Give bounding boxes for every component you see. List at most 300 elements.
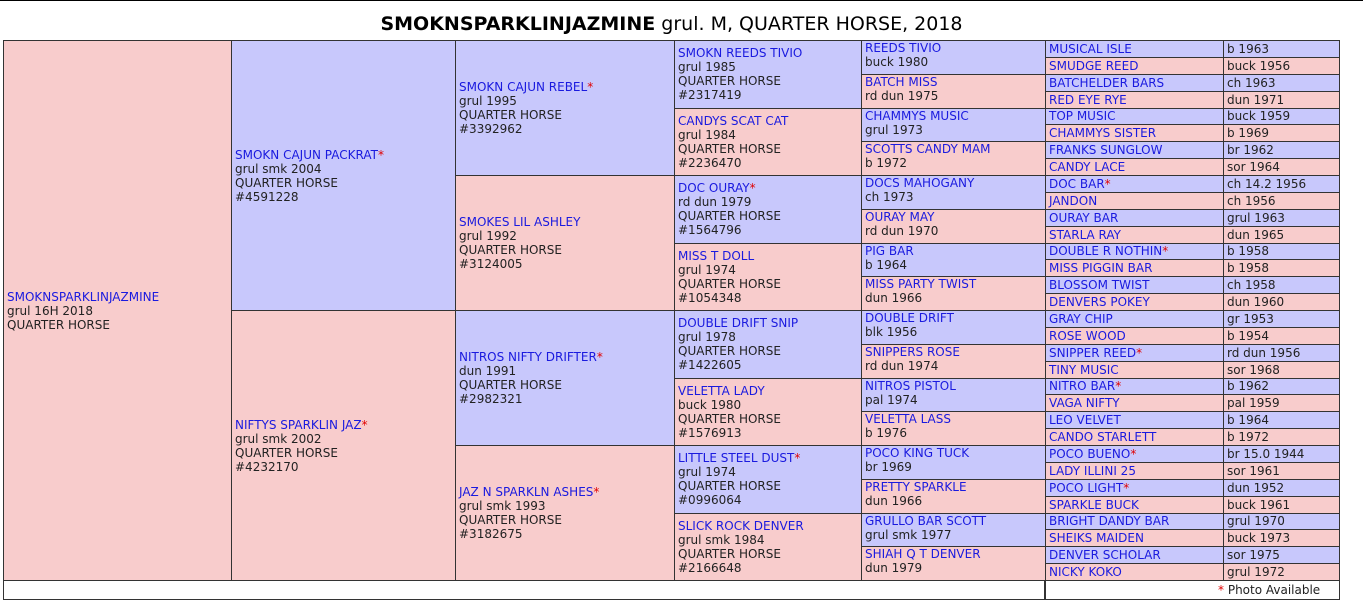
horse-name-link[interactable]: DOUBLE DRIFT	[865, 311, 954, 325]
photo-star: *	[1123, 480, 1130, 495]
photo-star: *	[794, 451, 801, 466]
gen5-info-cell	[1223, 226, 1340, 244]
horse-name-link[interactable]: JANDON	[1049, 193, 1098, 208]
gen5-info-cell	[1223, 546, 1340, 564]
horse-name-link[interactable]: NITROS PISTOL	[865, 378, 956, 393]
horse-line3: #1054348	[678, 290, 742, 305]
gen5-info-cell	[1223, 276, 1340, 294]
horse-info: dun 1965	[1227, 227, 1285, 242]
gen4-name-line	[865, 480, 1042, 494]
gen5-info-cell	[1223, 563, 1340, 581]
page-title	[0, 12, 1343, 36]
horse-name-link[interactable]: CHAMMYS SISTER	[1049, 126, 1157, 141]
horse-name-link[interactable]: SCOTTS CANDY MAM	[865, 142, 991, 157]
gen5-name-cell	[1045, 513, 1224, 531]
gen4-name-line	[865, 176, 1042, 190]
horse-info: ch 14.2 1956	[1227, 176, 1307, 191]
gen5-name-cell	[1045, 411, 1224, 429]
gen3-name-line	[678, 181, 858, 195]
gen1-cell-0	[231, 40, 456, 311]
horse-name-link[interactable]: MISS PARTY TWIST	[865, 277, 977, 292]
horse-line2: QUARTER HORSE	[678, 141, 781, 156]
horse-line1: buck 1980	[678, 397, 742, 412]
horse-line2: QUARTER HORSE	[678, 276, 781, 291]
gen4-name-line	[865, 412, 1042, 426]
gen4-cell-6	[861, 243, 1046, 278]
horse-info: br 15.0 1944	[1227, 446, 1305, 461]
legend-text: Photo Available	[1227, 583, 1321, 597]
gen4-name-line	[865, 514, 1042, 528]
horse-line1: grul smk 1977	[865, 527, 952, 542]
horse-line3: #2317419	[678, 88, 742, 103]
horse-name-link[interactable]: SMOKN CAJUN PACKRAT	[235, 147, 378, 162]
horse-line1: dun 1979	[865, 561, 923, 576]
gen4-cell-4	[861, 175, 1046, 210]
horse-info: dun 1971	[1227, 92, 1285, 107]
gen4-name-line	[865, 446, 1042, 460]
horse-name-link[interactable]: GRULLO BAR SCOTT	[865, 513, 987, 528]
horse-line1: grul 1978	[678, 330, 736, 345]
horse-line3: #3182675	[459, 527, 523, 541]
horse-name-link[interactable]: POCO KING TUCK	[865, 446, 970, 460]
horse-info: b 1958	[1227, 244, 1269, 259]
gen4-cell-11	[861, 411, 1046, 446]
gen4-cell-0	[861, 40, 1046, 75]
gen1-cell-1	[231, 310, 456, 581]
gen5-info-cell	[1223, 378, 1340, 396]
horse-info: ch 1958	[1227, 278, 1276, 293]
horse-info: b 1954	[1227, 328, 1269, 343]
horse-line1: grul 1984	[678, 127, 736, 142]
gen5-name-cell	[1045, 310, 1224, 328]
horse-name-link[interactable]: STARLA RAY	[1049, 227, 1122, 242]
horse-name-link[interactable]: CANDO STARLETT	[1049, 430, 1157, 445]
photo-star: *	[596, 350, 603, 364]
gen3-cell-4	[674, 310, 862, 379]
horse-info: buck 1961	[1227, 497, 1291, 512]
horse-line1: grul 16H 2018	[7, 303, 93, 318]
gen5-info-cell	[1223, 243, 1340, 261]
horse-name-link[interactable]: DOUBLE DRIFT SNIP	[678, 316, 799, 331]
gen3-cell-2	[674, 175, 862, 244]
horse-name-link[interactable]: MUSICAL ISLE	[1049, 41, 1132, 56]
horse-name-link[interactable]: DOCS MAHOGANY	[865, 176, 975, 190]
horse-line2: QUARTER HORSE	[678, 546, 781, 561]
gen2-cell-1	[455, 175, 675, 311]
horse-info: b 1963	[1227, 41, 1269, 56]
horse-line1: rd dun 1974	[865, 358, 939, 373]
horse-line1: grul smk 1984	[678, 532, 765, 547]
gen5-info-cell	[1223, 428, 1340, 446]
photo-star: *	[749, 181, 756, 196]
gen3-cell-7	[674, 513, 862, 582]
gen5-name-cell	[1045, 462, 1224, 480]
horse-name-link[interactable]: OURAY MAY	[865, 209, 935, 224]
gen2-name-line	[459, 215, 671, 229]
horse-line1: grul 1973	[865, 122, 923, 137]
horse-name-link[interactable]: BATCH MISS	[865, 74, 938, 89]
horse-line1: br 1969	[865, 460, 912, 474]
horse-info: b 1958	[1227, 261, 1269, 276]
photo-star: *	[1136, 345, 1143, 360]
horse-line3: #0996064	[678, 493, 742, 508]
horse-line2: QUARTER HORSE	[459, 108, 562, 122]
gen5-name-cell	[1045, 479, 1224, 497]
horse-info: buck 1956	[1227, 58, 1291, 73]
horse-line2: QUARTER HORSE	[459, 513, 562, 527]
gen5-name-cell	[1045, 563, 1224, 581]
gen5-name-cell	[1045, 546, 1224, 564]
horse-info: sor 1975	[1227, 548, 1280, 563]
horse-line2: QUARTER HORSE	[678, 209, 781, 224]
gen5-info-cell	[1223, 57, 1340, 75]
gen5-name-cell	[1045, 175, 1224, 193]
gen4-cell-9	[861, 344, 1046, 379]
gen5-info-cell	[1223, 259, 1340, 277]
horse-line1: dun 1966	[865, 291, 923, 306]
gen3-cell-0	[674, 40, 862, 109]
horse-line3: #1564796	[678, 223, 742, 238]
gen5-name-cell	[1045, 74, 1224, 92]
gen5-name-cell	[1045, 344, 1224, 362]
gen5-info-cell	[1223, 394, 1340, 412]
gen4-name-line	[865, 379, 1042, 393]
gen5-info-cell	[1223, 141, 1340, 159]
horse-line1: buck 1980	[865, 55, 929, 69]
horse-info: b 1964	[1227, 413, 1269, 428]
horse-name-link[interactable]: NICKY KOKO	[1049, 565, 1122, 580]
photo-legend	[1218, 583, 1320, 597]
horse-line2: QUARTER HORSE	[235, 175, 338, 190]
horse-info: buck 1973	[1227, 531, 1291, 546]
horse-name-link[interactable]: POCO LIGHT	[1049, 480, 1124, 495]
gen2-cell-2	[455, 310, 675, 446]
horse-name-link[interactable]: NITRO BAR	[1049, 379, 1116, 394]
horse-line1: grul 1985	[678, 60, 736, 75]
gen4-name-line	[865, 311, 1042, 325]
gen3-name-line	[678, 249, 858, 263]
horse-name-link[interactable]: BATCHELDER BARS	[1049, 75, 1165, 90]
gen4-name-line	[865, 109, 1042, 123]
gen4-name-line	[865, 142, 1042, 156]
footer-row	[3, 580, 1045, 600]
top-divider	[0, 0, 1363, 1]
gen5-name-cell	[1045, 40, 1224, 58]
horse-name-link[interactable]: SPARKLE BUCK	[1049, 497, 1139, 512]
gen4-cell-15	[861, 546, 1046, 581]
horse-name-link[interactable]: PIG BAR	[865, 243, 914, 258]
horse-info: b 1969	[1227, 126, 1269, 141]
horse-name-link[interactable]: DENVER SCHOLAR	[1049, 548, 1161, 563]
gen3-name-line	[678, 384, 858, 398]
horse-line1: grul 1995	[459, 94, 517, 108]
horse-line2: QUARTER HORSE	[235, 445, 338, 460]
gen5-info-cell	[1223, 479, 1340, 497]
gen5-info-cell	[1223, 293, 1340, 311]
horse-name-link[interactable]: DENVERS POKEY	[1049, 295, 1150, 310]
gen4-cell-3	[861, 141, 1046, 176]
gen4-cell-8	[861, 310, 1046, 345]
horse-line3: #2166648	[678, 560, 742, 575]
horse-info: buck 1959	[1227, 109, 1291, 124]
horse-line3: #1422605	[678, 358, 742, 373]
horse-line1: b 1976	[865, 426, 907, 441]
photo-star: *	[1162, 244, 1169, 259]
gen5-name-cell	[1045, 361, 1224, 379]
gen2-name-line	[459, 80, 671, 94]
gen4-name-line	[865, 345, 1042, 359]
photo-star: *	[361, 417, 368, 432]
gen4-name-line	[865, 41, 1042, 55]
horse-line1: grul 1974	[678, 465, 736, 480]
gen4-name-line	[865, 277, 1042, 291]
horse-info: rd dun 1956	[1227, 345, 1301, 360]
gen5-name-cell	[1045, 226, 1224, 244]
gen5-info-cell	[1223, 327, 1340, 345]
gen5-info-cell	[1223, 91, 1340, 109]
horse-line2: QUARTER HORSE	[678, 344, 781, 359]
gen5-name-cell	[1045, 327, 1224, 345]
photo-star: *	[1115, 379, 1122, 394]
horse-name-link[interactable]: VELETTA LASS	[865, 412, 952, 427]
gen4-cell-1	[861, 74, 1046, 109]
horse-name-link[interactable]: CHAMMYS MUSIC	[865, 108, 969, 123]
horse-line1: dun 1991	[459, 364, 517, 378]
horse-info: b 1972	[1227, 430, 1269, 445]
horse-info: grul 1972	[1227, 565, 1285, 580]
gen5-name-cell	[1045, 209, 1224, 227]
horse-line2: QUARTER HORSE	[459, 243, 562, 257]
horse-name-link[interactable]: BRIGHT DANDY BAR	[1049, 514, 1170, 529]
gen5-name-cell	[1045, 108, 1224, 126]
horse-info: gr 1953	[1227, 311, 1274, 326]
gen5-info-cell	[1223, 529, 1340, 547]
gen5-info-cell	[1223, 124, 1340, 142]
horse-info: dun 1952	[1227, 480, 1285, 495]
horse-name-link[interactable]: MISS PIGGIN BAR	[1049, 261, 1153, 276]
horse-line1: rd dun 1970	[865, 223, 939, 238]
gen2-cell-3	[455, 445, 675, 581]
pedigree-chart	[3, 40, 1340, 597]
horse-line2: QUARTER HORSE	[678, 411, 781, 426]
gen2-name-line	[459, 485, 671, 499]
gen5-name-cell	[1045, 158, 1224, 176]
gen5-info-cell	[1223, 513, 1340, 531]
gen5-info-cell	[1223, 74, 1340, 92]
horse-name-link[interactable]: MISS T DOLL	[678, 248, 755, 263]
horse-name-link[interactable]: SMOKN CAJUN REBEL	[459, 80, 588, 94]
gen4-cell-14	[861, 513, 1046, 548]
horse-name-link[interactable]: SHIAH Q T DENVER	[865, 547, 981, 562]
horse-name-link[interactable]: LITTLE STEEL DUST	[678, 451, 795, 466]
horse-name-link[interactable]: DOUBLE R NOTHIN	[1049, 244, 1163, 259]
gen5-name-cell	[1045, 496, 1224, 514]
horse-line3: #3124005	[459, 257, 523, 271]
title-description: grul. M, QUARTER HORSE, 2018	[661, 13, 963, 35]
horse-line1: grul 1992	[459, 229, 517, 243]
gen5-name-cell	[1045, 124, 1224, 142]
photo-star: *	[377, 147, 384, 162]
horse-info: pal 1959	[1227, 396, 1280, 411]
horse-name-link[interactable]: ROSE WOOD	[1049, 328, 1126, 343]
gen2-cell-0	[455, 40, 675, 176]
horse-name-link[interactable]: VELETTA LADY	[678, 383, 765, 398]
gen4-cell-2	[861, 108, 1046, 143]
horse-name-link[interactable]: SMOKNSPARKLINJAZMINE	[7, 289, 160, 304]
gen5-info-cell	[1223, 462, 1340, 480]
horse-name-link[interactable]: GRAY CHIP	[1049, 311, 1113, 326]
horse-name-link[interactable]: JAZ N SPARKLN ASHES	[459, 485, 594, 499]
gen5-name-cell	[1045, 529, 1224, 547]
gen5-info-cell	[1223, 158, 1340, 176]
gen4-cell-10	[861, 378, 1046, 413]
horse-info: ch 1956	[1227, 193, 1276, 208]
horse-name-link[interactable]: TOP MUSIC	[1049, 109, 1116, 124]
horse-name-link[interactable]: VAGA NIFTY	[1049, 396, 1120, 411]
gen5-name-cell	[1045, 394, 1224, 412]
horse-name-link[interactable]: CANDY LACE	[1049, 160, 1126, 175]
horse-name-link[interactable]: SNIPPER REED	[1049, 345, 1137, 360]
horse-name-link[interactable]: SMUDGE REED	[1049, 58, 1139, 73]
photo-star: *	[1130, 446, 1137, 461]
gen4-cell-7	[861, 276, 1046, 311]
horse-name-link[interactable]: LADY ILLINI 25	[1049, 463, 1136, 478]
gen5-info-cell	[1223, 361, 1340, 379]
horse-name-link[interactable]: DOC OURAY	[678, 181, 750, 196]
title-horse-name: SMOKNSPARKLINJAZMINE	[380, 13, 656, 35]
gen5-name-cell	[1045, 445, 1224, 463]
horse-name-link[interactable]: SLICK ROCK DENVER	[678, 518, 804, 533]
horse-info: br 1962	[1227, 143, 1274, 158]
gen3-name-line	[678, 451, 858, 465]
gen3-name-line	[678, 114, 858, 128]
horse-name-link[interactable]: TINY MUSIC	[1049, 362, 1119, 377]
horse-line1: dun 1966	[865, 493, 923, 508]
gen4-cell-13	[861, 479, 1046, 514]
horse-line2: QUARTER HORSE	[7, 317, 110, 332]
horse-line1: grul smk 1993	[459, 499, 546, 513]
horse-name-link[interactable]: SMOKN REEDS TIVIO	[678, 46, 803, 61]
gen5-info-cell	[1223, 496, 1340, 514]
horse-line1: rd dun 1979	[678, 195, 752, 210]
horse-name-link[interactable]: BLOSSOM TWIST	[1049, 278, 1150, 293]
horse-line1: b 1964	[865, 257, 907, 272]
horse-line1: b 1972	[865, 156, 907, 171]
horse-name-link[interactable]: OURAY BAR	[1049, 210, 1119, 225]
horse-info: b 1962	[1227, 379, 1269, 394]
horse-line3: #2982321	[459, 392, 523, 406]
gen3-name-line	[678, 316, 858, 330]
horse-info: grul 1970	[1227, 514, 1285, 529]
gen5-info-cell	[1223, 175, 1340, 193]
gen5-name-cell	[1045, 428, 1224, 446]
horse-info: ch 1963	[1227, 75, 1276, 90]
horse-line1: grul smk 2002	[235, 431, 322, 446]
photo-star: *	[1104, 176, 1111, 191]
legend-star: *	[1218, 583, 1224, 597]
horse-name-link[interactable]: LEO VELVET	[1049, 413, 1121, 428]
gen5-name-cell	[1045, 293, 1224, 311]
gen5-name-cell	[1045, 192, 1224, 210]
horse-line1: grul 1974	[678, 262, 736, 277]
horse-info: dun 1960	[1227, 295, 1285, 310]
horse-line1: ch 1973	[865, 190, 914, 204]
horse-name-link[interactable]: NIFTYS SPARKLIN JAZ	[235, 417, 362, 432]
gen5-name-cell	[1045, 378, 1224, 396]
horse-line2: QUARTER HORSE	[678, 479, 781, 494]
horse-name-link[interactable]: DOC BAR	[1049, 176, 1105, 191]
horse-name-link[interactable]: NITROS NIFTY DRIFTER	[459, 350, 597, 364]
horse-name-link[interactable]: PRETTY SPARKLE	[865, 479, 967, 494]
photo-star: *	[593, 485, 600, 499]
gen3-name-line	[678, 519, 858, 533]
gen5-info-cell	[1223, 192, 1340, 210]
horse-info: sor 1964	[1227, 160, 1280, 175]
horse-name-link[interactable]: FRANKS SUNGLOW	[1049, 143, 1163, 158]
horse-name-link[interactable]: RED EYE RYE	[1049, 92, 1127, 107]
gen3-name-line	[678, 46, 858, 60]
horse-line1: pal 1974	[865, 392, 918, 407]
gen4-name-line	[865, 75, 1042, 89]
horse-line3: #1576913	[678, 425, 742, 440]
horse-line2: QUARTER HORSE	[678, 74, 781, 89]
horse-line1: grul smk 2004	[235, 161, 322, 176]
gen5-info-cell	[1223, 445, 1340, 463]
gen5-info-cell	[1223, 40, 1340, 58]
horse-name-link[interactable]: CANDYS SCAT CAT	[678, 113, 789, 128]
horse-name-link[interactable]: SHEIKS MAIDEN	[1049, 531, 1144, 546]
horse-line1: blk 1956	[865, 325, 918, 339]
gen5-name-cell	[1045, 141, 1224, 159]
gen5-info-cell	[1223, 310, 1340, 328]
horse-name-link[interactable]: POCO BUENO	[1049, 446, 1131, 461]
horse-info: sor 1961	[1227, 463, 1280, 478]
horse-info: sor 1968	[1227, 362, 1280, 377]
gen1-name-line	[235, 418, 452, 432]
gen3-cell-3	[674, 243, 862, 312]
horse-line3: #4591228	[235, 189, 299, 204]
gen4-cell-5	[861, 209, 1046, 244]
gen5-name-cell	[1045, 243, 1224, 261]
subject-cell-0	[3, 40, 232, 581]
horse-name-link[interactable]: REEDS TIVIO	[865, 41, 942, 55]
gen5-name-cell	[1045, 91, 1224, 109]
horse-name-link[interactable]: SMOKES LIL ASHLEY	[459, 215, 581, 229]
horse-line3: #3392962	[459, 122, 523, 136]
gen5-name-cell	[1045, 276, 1224, 294]
horse-name-link[interactable]: SNIPPERS ROSE	[865, 344, 960, 359]
gen3-cell-5	[674, 378, 862, 447]
gen4-name-line	[865, 547, 1042, 561]
gen5-name-cell	[1045, 57, 1224, 75]
gen5-info-cell	[1223, 344, 1340, 362]
horse-line3: #4232170	[235, 459, 299, 474]
gen4-name-line	[865, 244, 1042, 258]
gen5-info-cell	[1223, 108, 1340, 126]
gen4-cell-12	[861, 445, 1046, 480]
gen3-cell-1	[674, 108, 862, 177]
gen5-info-cell	[1223, 411, 1340, 429]
gen5-name-cell	[1045, 259, 1224, 277]
horse-line3: #2236470	[678, 155, 742, 170]
gen3-cell-6	[674, 445, 862, 514]
horse-info: grul 1963	[1227, 210, 1285, 225]
subject-name-line	[7, 290, 228, 304]
gen2-name-line	[459, 350, 671, 364]
gen4-name-line	[865, 210, 1042, 224]
horse-line2: QUARTER HORSE	[459, 378, 562, 392]
gen1-name-line	[235, 148, 452, 162]
